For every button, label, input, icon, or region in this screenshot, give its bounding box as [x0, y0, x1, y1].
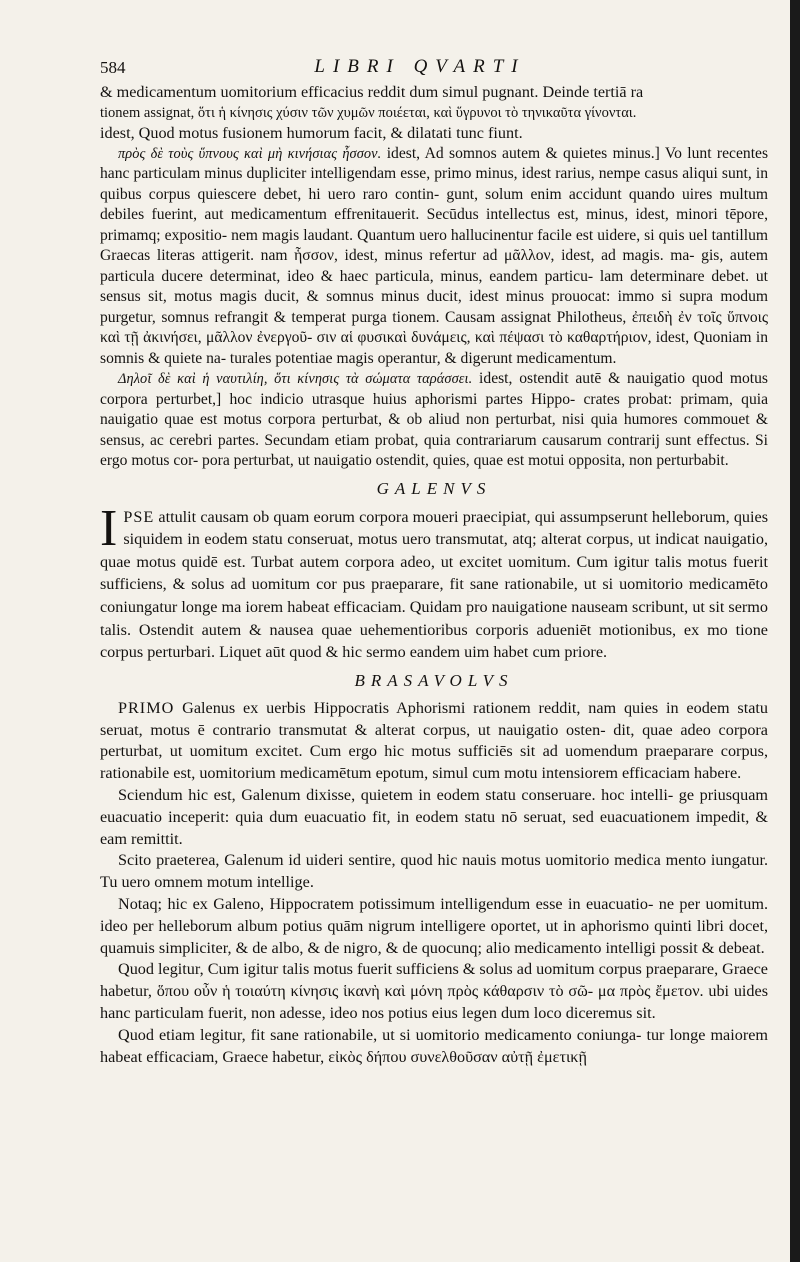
- paragraph-text: Scito praeterea, Galenum id uideri sentire, quod hic nauis motus uomitorio medica mento iungatur. Tu uero omnem motum intellige.: [100, 851, 768, 892]
- lemma-paragraph: [100, 369, 768, 472]
- commentary-line: tionem assignat, ὅτι ἡ κίνησις χύσιν τῶν χυμῶν ποιέεται, καὶ ὕγρυνοι τὸ τηνικαῦτα γίνονται.: [100, 104, 637, 121]
- lemma-paragraph: [100, 144, 768, 370]
- section-heading-galenus: GALENVS: [376, 478, 492, 498]
- commentary-line: & medicamentum uomitorium efficacius reddit dum simul pugnant. Deinde tertiā ra: [100, 83, 644, 101]
- hippocrates-commentary: [100, 82, 768, 472]
- brasavolus-paragraph: [100, 785, 768, 850]
- section-heading-brasavolus: BRASAVOLVS: [354, 670, 514, 690]
- paragraph-text: Sciendum hic est, Galenum dixisse, quietem in eodem statu conseruare. hoc intelli- ge priusquam euacuatio inceperit: quia dum euacuatio fit, in eodem statu nō seruat, sed euacuationem impedit, & eam remittit.: [100, 786, 768, 848]
- paragraph-text: Quod legitur, Cum igitur talis motus fuerit sufficiens & solus ad uomitum corpus praeparare, Graece habetur, ὅπου οὖν ἡ τοιαύτη κίνησις ἱκανὴ καὶ μόνη πρὸς κάθαρσιν τὸ σῶ- μα πρὸς ἔμετον. ubi uides hanc particulam fuerit, non adesse, ideo nos potius eius legen dum loco diceremus sit.: [100, 960, 768, 1023]
- paragraph-text: attulit causam ob quam eorum corpora moueri praecipiat, qui assumpserunt helleborum, quies siquidem in eodem statu conseruat, motus uero transmutat, atq; alterat corpus, ut indicat nauigatio, quae motus quidē est. Turbat autem corpora adeo, ut excitet uomitum. Cum igitur talis motus fuerit sufficiens, & solus ad uomitum cor pus praeparare, fit sane rationabile, ut si uomitorio medicamēto coniungatur longe ma iorem habeat efficaciam. Quidam pro nauigatione nauseam scribunt, ut sit sermo talis. Ostendit autem & nausea quae uehementioribus corporis adueniēt motionibus, ex mo tione corpus perturbari. Liquet aūt quod & hic sermo eandem uim habet cum priore.: [100, 507, 768, 662]
- paragraph-text: Quod etiam legitur, fit sane rationabile, ut si uomitorio medicamento coniunga- tur longe maiorem habeat efficaciam, Graece habetur, εἰκὸς δήπου συνελθοῦσαν αὐτῇ ἐμετικῇ: [100, 1025, 768, 1066]
- lemma-commentary: idest, ostendit autē & nauigatio quod motus corpora perturbet,] hoc indicio utrasque huius aphorismi partes Hippo- crates probat: primam, quia nauigatio quae est motus corpora perturbat, & ob aliud non perturbat, nisi quia humores commouet & sensus, ac cerebri partes. Secundam etiam probat, quia contrariarum causarum contrarij sunt effectus. Si ergo motus cor- pora perturbat, ut nauigatio ostendit, quies, quae est motui opposita, non perturbabit.: [100, 370, 768, 470]
- paragraph-text: Notaq; hic ex Galeno, Hippocratem potissimum intelligendum esse in euacuatio- ne per uomitum. ideo per helleborum album potius quām nigrum intelligere oportet, ut in aphorismo quinti libri docet, quamuis simpliciter, & de albo, & de nigro, & de quocunq; alio medicamento intelligi possit & debeat.: [100, 895, 768, 957]
- brasavolus-section: [100, 698, 768, 1069]
- lead-word: PRIMO: [118, 698, 175, 717]
- brasavolus-paragraph: [100, 850, 768, 894]
- brasavolus-paragraph: [100, 959, 768, 1024]
- greek-lemma: Δηλοῖ δὲ καὶ ἡ ναυτιλίη, ὅτι κίνησις τὰ σώματα ταράσσει.: [118, 371, 473, 388]
- greek-lemma: πρὸς δὲ τοὺς ὕπνους καὶ μὴ κινήσιας ἧσσον.: [118, 145, 382, 162]
- brasavolus-paragraph: [100, 698, 768, 785]
- paragraph-text: Galenus ex uerbis Hippocratis Aphorismi rationem reddit, nam quies in eodem statu seruat, motus ē contrario transmutat & alterat corpus, ut nauigatio osten- dit, quae adeo corpora perturbat, ut uomitum excitet. Cum ergo hic motus sufficiēs sit ad uomendum praeparare corpus, rationabile est, uomitorium medicamētum epotum, simul cum motu intensiorem efficaciam habere.: [100, 698, 768, 783]
- brasavolus-paragraph: [100, 894, 768, 959]
- running-head: [100, 58, 740, 80]
- lemma-commentary: idest, Ad somnos autem & quietes minus.] Vo lunt recentes hanc particulam minus dupliciter intelligendam esse, primo minus, idest rarius, nempe casus aliqui sunt, in quibus corpus quiescere debet, hi uero raro contin- gunt, solum enim accidunt quando uires multum debiles fuerint, aut medicamentum effrenitauerit. Secūdus intellectus est, minus, idest, minori tēpore, primamq; expositio- nem magis laudant. Quantum uero hallucinentur facile est uidere, si quis uel tantillum Graecas literas attigerit. nam ἧσσον, idest, minus refertur ad μᾶλλον, idest, ad magis. ma- gis, autem particula ducere determinat, ideo & haec particula, minus, eandem particu- lam determinare debet. ut sensus sit, motus magis ducit, & somnus minus ducit, idest minus prouocat: immo si supra modum purgetur, somnus refrangit & temperat purga tionem. Causam assignat Philotheus, ἐπειδὴ ἐν τοῖς ὕπνοις καὶ τῇ ἀκινήσει, μᾶλλον ἐνεργοῦ- σιν αἱ φυσικαὶ δυνάμεις, καὶ πέψασι τὸ καθαρτήριον, idest, Quoniam in somnis & quiete na- turales potentiae magis operantur, & digerunt medicamentum.: [100, 144, 769, 367]
- drop-cap: I: [100, 499, 118, 557]
- lead-word: PSE: [123, 507, 155, 526]
- page-body: [100, 82, 768, 1068]
- brasavolus-paragraph: [100, 1025, 768, 1069]
- galenus-paragraph: [100, 499, 768, 664]
- page-number: 584: [100, 58, 126, 77]
- commentary-line: idest, Quod motus fusionem humorum facit, & dilatati tunc fiunt.: [100, 124, 523, 142]
- running-title: LIBRI QVARTI: [314, 56, 526, 77]
- galenus-section: [100, 499, 768, 664]
